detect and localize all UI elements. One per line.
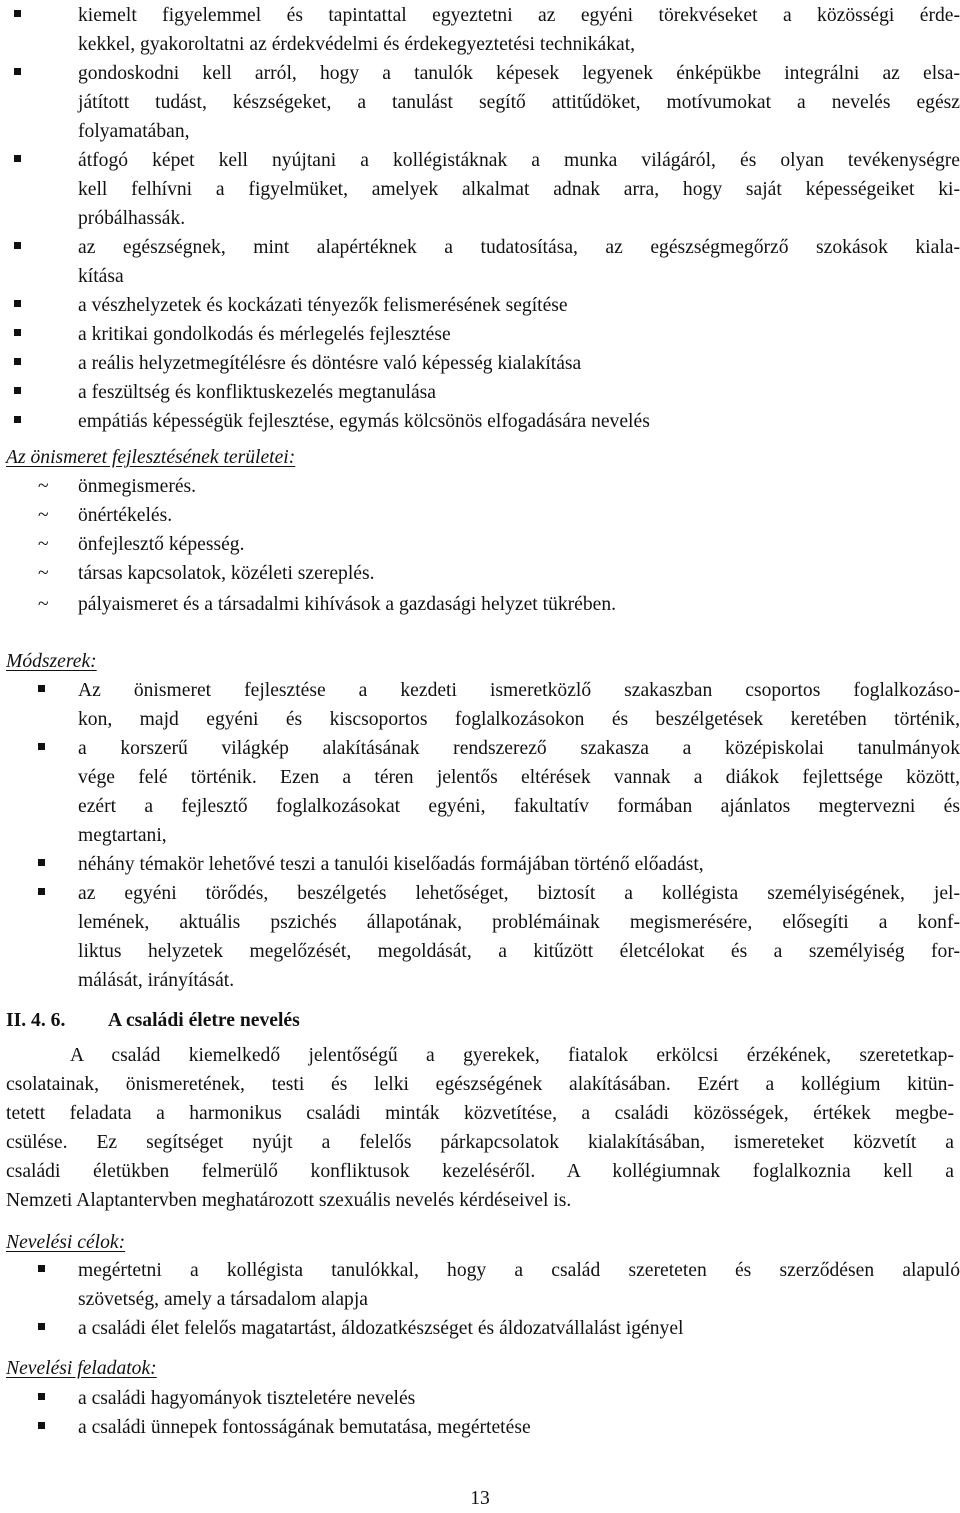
square-bullet-icon — [38, 1265, 45, 1272]
tilde-bullet-icon: ~ — [38, 563, 49, 584]
square-bullet-icon — [38, 888, 45, 895]
square-bullet-icon — [38, 859, 45, 866]
square-bullet-icon — [14, 155, 21, 162]
list-line: kiemelt figyelemmel és tapintattal egyeztetni az egyéni törekvéseket a közösségi érde- — [0, 1, 960, 30]
square-bullet-icon — [14, 242, 21, 249]
methods-list: Az önismeret fejlesztése a kezdeti ismeretközlő szakaszban csoportos foglalkozáso- kon, majd egyéni és kiscsoportos foglalkozásokon és beszélgetések keretében történik, a korszerű világkép alakításának rendszerező szakasza a középiskolai tanulmányok vége felé történik. Ezen a téren jelentős eltérések vannak a diákok fejlettsége között, ezért a fejlesztő foglalkozásokat egyéni, fakultatív formában ajánlatos megtervezni és megtartani, néhány témakör lehetővé teszi a tanulói kiselőadás formájában történő előadást, az egyéni törődés, beszélgetés lehetőséget, biztosít a kollégista személyiségének, jel- lemének, aktuális pszichés állapotának, problémáinak megismerésére, elősegíti a konf- liktus helyzetek megelőzését, megoldását, a kitűzött életcélokat és a személyiség for- málását, irányítását. — [0, 676, 960, 995]
list-line: folyamatában, — [78, 121, 190, 142]
square-bullet-icon — [14, 329, 21, 336]
self-knowledge-heading: Az önismeret fejlesztésének területei: — [6, 447, 296, 468]
square-bullet-icon — [38, 743, 45, 750]
section-number: II. 4. 6. — [6, 1010, 66, 1031]
list-line: játított tudást, készségeket, a tanulást segítő attitűdöket, motívumokat a nevelés egész — [78, 92, 960, 113]
list-line: kekkel, gyakoroltatni az érdekvédelmi és érdekegyeztetési technikákat, — [78, 34, 636, 55]
list-line: kítása — [78, 266, 124, 287]
methods-heading: Módszerek: — [6, 651, 97, 672]
section-title: A családi életre nevelés — [108, 1010, 300, 1031]
square-bullet-icon — [14, 10, 21, 17]
goals-list: megértetni a kollégista tanulókkal, hogy a család szereteten és szerződésen alapuló szövetség, amely a társadalom alapja a családi élet felelős magatartást, áldozatkészséget és áldozatvállalást igényel — [0, 1256, 960, 1343]
list-line: a feszültség és konfliktuskezelés megtanulása — [0, 378, 960, 407]
tilde-bullet-icon: ~ — [38, 476, 49, 497]
square-bullet-icon — [38, 1422, 45, 1429]
list-line: a reális helyzetmegítélésre és döntésre való képesség kialakítása — [0, 349, 960, 378]
tilde-bullet-icon: ~ — [38, 534, 49, 555]
square-bullet-icon — [38, 685, 45, 692]
tilde-bullet-icon: ~ — [38, 594, 49, 615]
section-heading — [6, 1006, 960, 1035]
square-bullet-icon — [14, 68, 21, 75]
square-bullet-icon — [14, 358, 21, 365]
list-item: ~ pályaismeret és a társadalmi kihívások a gazdasági helyzet tükrében. — [0, 590, 960, 619]
goals-heading: Nevelési célok: — [6, 1232, 126, 1253]
list-item: ~ önértékelés. — [0, 501, 960, 530]
list-line: a vészhelyzetek és kockázati tényezők felismerésének segítése — [0, 291, 960, 320]
list-item: ~ önfejlesztő képesség. — [0, 530, 960, 559]
square-bullet-icon — [14, 300, 21, 307]
list-line: átfogó képet kell nyújtani a kollégistáknak a munka világáról, és olyan tevékenységre — [0, 146, 960, 175]
square-bullet-icon — [38, 1323, 45, 1330]
square-bullet-icon — [38, 1393, 45, 1400]
list-line: az egészségnek, mint alapértéknek a tudatosítása, az egészségmegőrző szokások kiala- — [0, 233, 960, 262]
list-line: a kritikai gondolkodás és mérlegelés fejlesztése — [0, 320, 960, 349]
body-paragraph: A család kiemelkedő jelentőségű a gyerekek, fiatalok erkölcsi érzékének, szeretetkap- csolatainak, önismeretének, testi és lelki egészségének alakításában. Ezért a kollégium kitün- tetett feladata a harmonikus családi minták közvetítése, a családi közösségek, értékek megbe- csülése. Ez segítséget nyújt a felelős párkapcsolatok kialakításában, ismereteket közvetít a családi életükben felmerülő konfliktusok kezeléséről. A kollégiumnak foglalkoznia kell a Nemzeti Alaptantervben meghatározott szexuális nevelés kérdéseivel is. — [6, 1045, 954, 1211]
square-bullet-icon — [14, 387, 21, 394]
list-line: próbálhassák. — [78, 208, 186, 229]
bullet-list-top — [0, 1, 960, 436]
list-item: ~ társas kapcsolatok, közéleti szereplés. — [0, 559, 960, 588]
list-line: kell felhívni a figyelmüket, amelyek alkalmat adnak arra, hogy saját képességeiket ki- — [78, 179, 960, 200]
list-item: ~ önmegismerés. — [0, 472, 960, 501]
tasks-list: a családi hagyományok tiszteletére nevelés a családi ünnepek fontosságának bemutatása, megértetése — [0, 1384, 960, 1442]
tasks-heading: Nevelési feladatok: — [6, 1358, 157, 1379]
self-knowledge-list — [0, 472, 960, 619]
tilde-bullet-icon: ~ — [38, 505, 49, 526]
square-bullet-icon — [14, 416, 21, 423]
page-number: 13 — [470, 1488, 490, 1509]
list-line: empátiás képességük fejlesztése, egymás kölcsönös elfogadására nevelés — [0, 407, 960, 436]
list-line: gondoskodni kell arról, hogy a tanulók képesek legyenek énképükbe integrálni az elsa- — [0, 59, 960, 88]
